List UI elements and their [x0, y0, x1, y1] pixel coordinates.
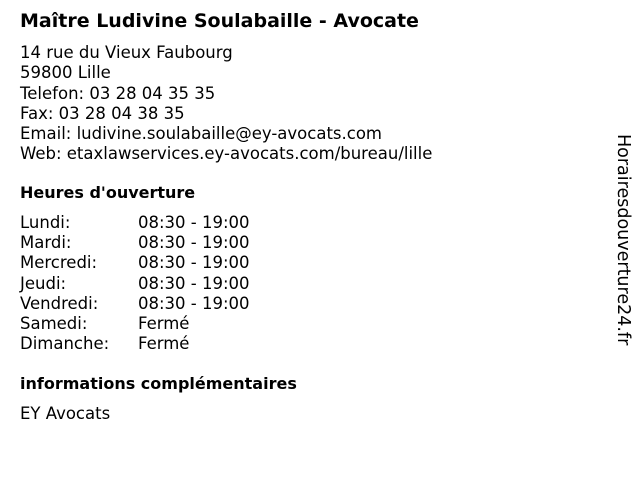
day-hours: 08:30 - 19:00	[138, 233, 250, 253]
opening-hours-heading: Heures d'ouverture	[20, 183, 196, 202]
day-hours: Fermé	[138, 314, 190, 334]
hours-row-wednesday	[20, 253, 250, 273]
email-address[interactable]: Email: ludivine.soulabaille@ey-avocats.com	[20, 124, 383, 144]
hours-row-thursday	[20, 274, 250, 294]
contact-block	[20, 43, 432, 165]
day-label: Vendredi:	[20, 293, 99, 313]
additional-info-text: EY Avocats	[20, 404, 111, 423]
day-label: Dimanche:	[20, 334, 110, 354]
day-hours: Fermé	[138, 334, 190, 354]
hours-row-friday	[20, 294, 250, 314]
day-label: Mercredi:	[20, 253, 98, 273]
day-hours: 08:30 - 19:00	[138, 293, 250, 313]
day-label: Lundi:	[20, 213, 71, 232]
hours-row-monday	[20, 213, 250, 233]
day-label: Mardi:	[20, 233, 72, 253]
opening-hours-table	[20, 213, 250, 354]
hours-row-saturday	[20, 314, 250, 334]
street-address: 14 rue du Vieux Faubourg	[20, 43, 233, 62]
postal-city: 59800 Lille	[20, 63, 111, 83]
site-watermark: Horairesdouverture24.fr	[613, 134, 633, 346]
day-hours: 08:30 - 19:00	[138, 273, 250, 293]
hours-row-tuesday	[20, 233, 250, 253]
website-link[interactable]: Web: etaxlawservices.ey-avocats.com/bureau/lille	[20, 144, 433, 164]
day-hours: 08:30 - 19:00	[138, 213, 250, 232]
additional-info-heading: informations complémentaires	[20, 374, 297, 393]
day-hours: 08:30 - 19:00	[138, 253, 250, 273]
fax-number: Fax: 03 28 04 38 35	[20, 103, 185, 123]
day-label: Jeudi:	[20, 273, 67, 293]
day-label: Samedi:	[20, 314, 88, 334]
hours-row-sunday	[20, 334, 250, 354]
phone-number: Telefon: 03 28 04 35 35	[20, 83, 216, 103]
page-title: Maître Ludivine Soulabaille - Avocate	[20, 10, 419, 32]
